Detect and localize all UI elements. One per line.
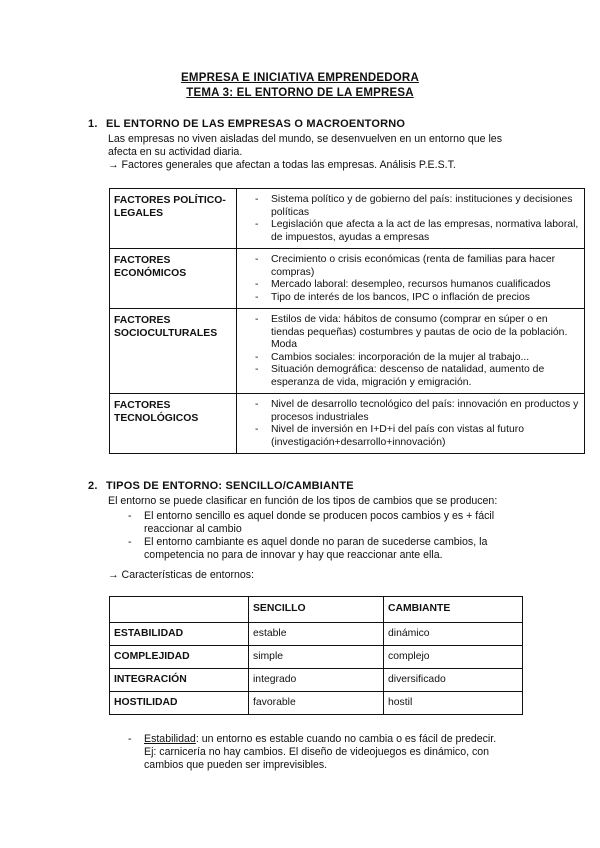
list-item: - Crecimiento o crisis económicas (renta de familias para hacer compras)	[245, 254, 580, 279]
factor-name: FACTORES SOCIOCULTURALES	[110, 309, 237, 394]
section-1-heading	[88, 118, 405, 130]
pest-factors-table	[109, 188, 585, 454]
section-2-heading	[88, 480, 354, 492]
table-header-row	[110, 597, 523, 623]
paragraph-line: Las empresas no viven aisladas del mundo, se desenvuelven en un entorno que les	[108, 133, 502, 145]
list-item: - Sistema político y de gobierno del país: instituciones y decisiones políticas	[245, 194, 580, 219]
table-cell: favorable	[249, 692, 384, 715]
list-item: - Mercado laboral: desempleo, recursos humanos cualificados	[245, 279, 580, 292]
section-2-intro: El entorno se puede clasificar en función de los tipos de cambios que se producen:	[108, 495, 498, 507]
section-2-arrow-line: → Características de entornos:	[108, 569, 255, 581]
table-row	[110, 692, 523, 715]
table-row	[110, 623, 523, 646]
factor-details	[237, 189, 585, 249]
table-cell: integrado	[249, 669, 384, 692]
factor-items	[245, 194, 580, 244]
table-cell: ESTABILIDAD	[110, 623, 249, 646]
list-item: - El entorno cambiante es aquel donde no paran de sucederse cambios, la competencia no para de innovar y hay que reaccionar ante ella.	[126, 536, 516, 562]
list-item: - Legislación que afecta a la act de las empresas, normativa laboral, de impuestos, ayudas a empresas	[245, 219, 580, 244]
environment-characteristics-table	[109, 596, 523, 715]
stability-note	[126, 733, 526, 772]
table-cell: dinámico	[384, 623, 523, 646]
factor-items	[245, 254, 580, 304]
list-item: - Nivel de inversión en I+D+i del país con vistas al futuro (investigación+desarrollo+innovación)	[245, 424, 580, 449]
factor-items	[245, 399, 580, 449]
document-subtitle: TEMA 3: EL ENTORNO DE LA EMPRESA	[186, 87, 414, 99]
note-line: cambios que pueden ser imprevisibles.	[144, 759, 328, 771]
table-cell: estable	[249, 623, 384, 646]
table-header-cell: SENCILLO	[249, 597, 384, 623]
table-header-cell: CAMBIANTE	[384, 597, 523, 623]
factor-items	[245, 314, 580, 389]
section-2-number: 2.	[88, 480, 98, 492]
section-1-paragraph	[108, 133, 502, 172]
table-cell: INTEGRACIÓN	[110, 669, 249, 692]
note-line: Ej: carnicería no hay cambios. El diseño de videojuegos es dinámico, con	[144, 746, 490, 758]
list-item: - Nivel de desarrollo tecnológico del país: innovación en productos y procesos industriales	[245, 399, 580, 424]
document-title: EMPRESA E INICIATIVA EMPRENDEDORA	[181, 72, 419, 84]
factor-row	[110, 189, 585, 249]
table-cell: diversificado	[384, 669, 523, 692]
factor-row	[110, 394, 585, 454]
environment-types-list	[126, 510, 516, 562]
table-row	[110, 669, 523, 692]
list-item: - Cambios sociales: incorporación de la mujer al trabajo...	[245, 352, 580, 365]
list-item: - Tipo de interés de los bancos, IPC o inflación de precios	[245, 292, 580, 305]
list-item: - Estilos de vida: hábitos de consumo (comprar en súper o en tiendas pequeñas) costumbres y pautas de ocio de la población. Moda	[245, 314, 580, 352]
table-cell: simple	[249, 646, 384, 669]
factor-row	[110, 309, 585, 394]
section-2-title: TIPOS DE ENTORNO: SENCILLO/CAMBIANTE	[106, 480, 354, 492]
section-1-number: 1.	[88, 118, 98, 130]
table-row	[110, 646, 523, 669]
note-text: : un entorno es estable cuando no cambia o es fácil de predecir.	[195, 733, 497, 745]
factor-details	[237, 249, 585, 309]
arrow-line: → Factores generales que afectan a todas las empresas. Análisis P.E.S.T.	[108, 159, 456, 171]
list-item: - Situación demográfica: descenso de natalidad, aumento de esperanza de vida, migración y emigración.	[245, 364, 580, 389]
factor-row	[110, 249, 585, 309]
factor-details	[237, 309, 585, 394]
factor-name: FACTORES POLÍTICO-LEGALES	[110, 189, 237, 249]
table-cell: complejo	[384, 646, 523, 669]
paragraph-line: afecta en su actividad diaria.	[108, 146, 243, 158]
list-item	[126, 733, 526, 746]
table-cell: HOSTILIDAD	[110, 692, 249, 715]
factor-name: FACTORES TECNOLÓGICOS	[110, 394, 237, 454]
factor-name: FACTORES ECONÓMICOS	[110, 249, 237, 309]
note-term: Estabilidad	[144, 733, 196, 745]
table-header-cell	[110, 597, 249, 623]
factor-details	[237, 394, 585, 454]
list-item: - El entorno sencillo es aquel donde se producen pocos cambios y es + fácil reaccionar al cambio	[126, 510, 516, 536]
section-1-title: EL ENTORNO DE LAS EMPRESAS O MACROENTORNO	[106, 118, 406, 130]
table-cell: COMPLEJIDAD	[110, 646, 249, 669]
table-cell: hostil	[384, 692, 523, 715]
